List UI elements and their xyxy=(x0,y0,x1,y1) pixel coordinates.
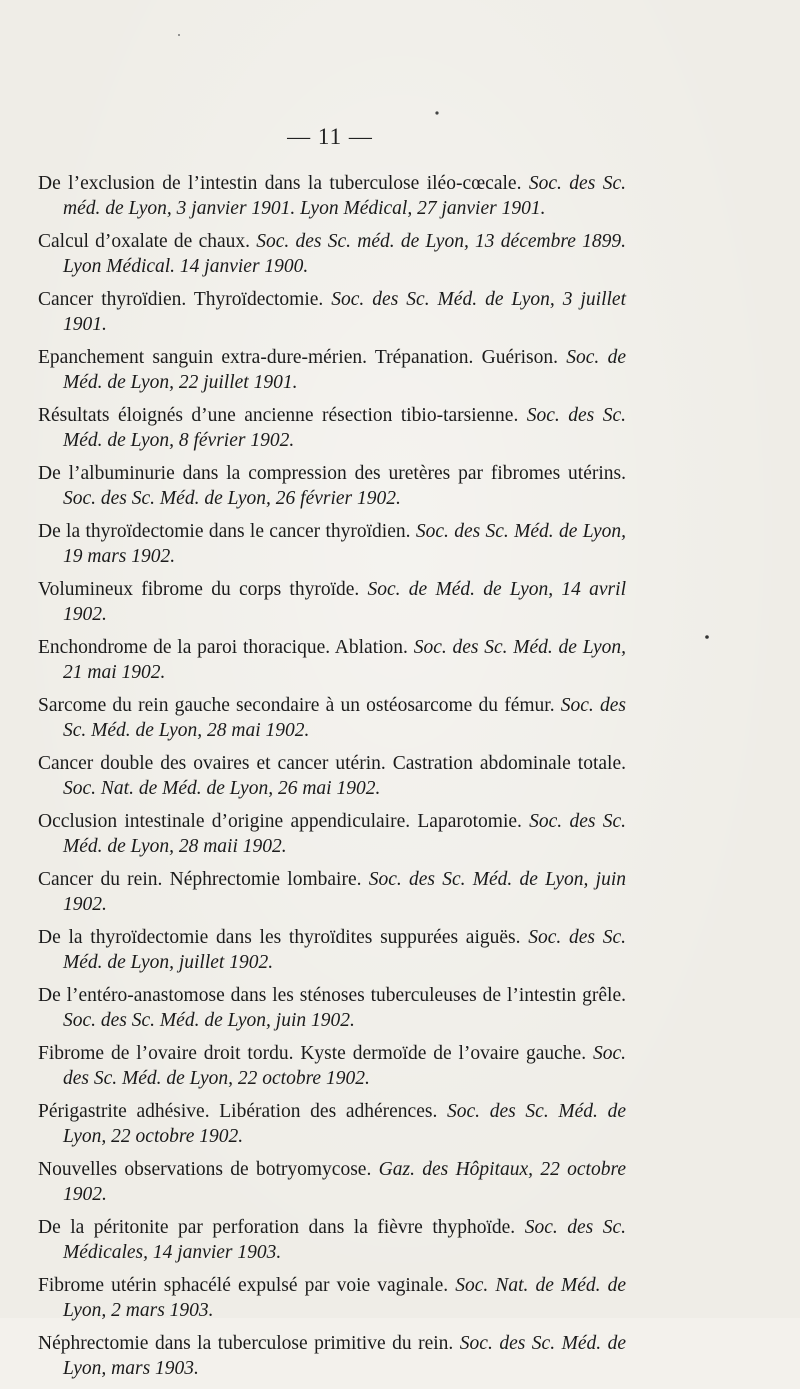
list-item xyxy=(38,809,626,859)
entry-source: Soc. des Sc. Méd. de Lyon, 8 février 1902. xyxy=(63,405,626,451)
entry-title: De la thyroïdectomie dans les thyroïdites suppurées aiguës. xyxy=(38,927,529,948)
list-item xyxy=(38,693,626,743)
entry-source: Soc. Nat. de Méd. de Lyon, 26 mai 1902. xyxy=(63,778,381,799)
list-item xyxy=(38,461,626,511)
ink-speck xyxy=(705,635,709,639)
entry-title: Sarcome du rein gauche secondaire à un ostéosarcome du fémur. xyxy=(38,695,561,716)
entry-title: Volumineux fibrome du corps thyroïde. xyxy=(38,579,368,600)
list-item xyxy=(38,1099,626,1149)
list-item xyxy=(38,1273,626,1323)
list-item xyxy=(38,287,626,337)
list-item xyxy=(38,983,626,1033)
entry-title: Occlusion intestinale d’origine appendiculaire. Laparotomie. xyxy=(38,811,530,832)
entry-title: Cancer thyroïdien. Thyroïdectomie. xyxy=(38,289,332,310)
list-item xyxy=(38,345,626,395)
entry-source: Soc. des Sc. Méd. de Lyon, mars 1903. xyxy=(63,1333,627,1379)
entry-source: Soc. des Sc. Méd. de Lyon, 28 maii 1902. xyxy=(63,811,626,857)
list-item xyxy=(38,1041,626,1091)
entry-source: Soc. des Sc. Méd. de Lyon, 22 octobre 1902. xyxy=(63,1043,626,1089)
entry-source: Soc. des Sc. Méd. de Lyon, 28 mai 1902. xyxy=(63,695,627,741)
entry-title: Cancer du rein. Néphrectomie lombaire. xyxy=(38,869,369,890)
page-number: — 11 — xyxy=(287,124,373,149)
entry-title: Néphrectomie dans la tuberculose primitive du rein. xyxy=(38,1333,460,1354)
entry-source: Soc. des Sc. Méd. de Lyon, 19 mars 1902. xyxy=(63,521,626,567)
entry-source: Soc. des Sc. Méd. de Lyon, juillet 1902. xyxy=(63,927,626,973)
list-item xyxy=(38,229,626,279)
list-item xyxy=(38,867,626,917)
entry-source: Soc. des Sc. Méd. de Lyon, juin 1902. xyxy=(63,869,626,915)
entry-source: Gaz. des Hôpitaux, 22 octobre 1902. xyxy=(63,1159,626,1205)
entry-title: Calcul d’oxalate de chaux. xyxy=(38,231,257,252)
entry-title: Epanchement sanguin extra-dure-mérien. Trépanation. Guérison. xyxy=(38,347,567,368)
entry-title: Résultats éloignés d’une ancienne résection tibio-tarsienne. xyxy=(38,405,527,426)
entry-source: Soc. des Sc. Méd. de Lyon, 21 mai 1902. xyxy=(63,637,626,683)
entry-source: Soc. des Sc. méd. de Lyon, 13 décembre 1899. Lyon Médical. 14 janvier 1900. xyxy=(63,231,626,277)
list-item xyxy=(38,751,626,801)
entry-source: Soc. Nat. de Méd. de Lyon, 2 mars 1903. xyxy=(63,1275,626,1321)
list-item xyxy=(38,1157,626,1207)
entry-title: Cancer double des ovaires et cancer utérin. Castration abdominale totale. xyxy=(38,753,626,774)
list-item xyxy=(38,519,626,569)
entry-source: Soc. des Sc. Méd. de Lyon, 26 février 1902. xyxy=(63,488,401,509)
entry-title: De la péritonite par perforation dans la fièvre thyphoïde. xyxy=(38,1217,525,1238)
entry-source: Soc. de Méd. de Lyon, 14 avril 1902. xyxy=(63,579,626,625)
entry-title: Périgastrite adhésive. Libération des adhérences. xyxy=(38,1101,448,1122)
ink-speck xyxy=(435,111,438,114)
entry-title: Fibrome de l’ovaire droit tordu. Kyste dermoïde de l’ovaire gauche. xyxy=(38,1043,593,1064)
entry-source: Soc. de Méd. de Lyon, 22 juillet 1901. xyxy=(63,347,626,393)
entry-title: Fibrome utérin sphacélé expulsé par voie vaginale. xyxy=(38,1275,456,1296)
list-item xyxy=(38,1215,626,1265)
list-item xyxy=(38,577,626,627)
list-item xyxy=(38,171,626,221)
entry-source: Soc. des Sc. méd. de Lyon, 3 janvier 1901. Lyon Médical, 27 janvier 1901. xyxy=(63,173,626,219)
entry-source: Soc. des Sc. Méd. de Lyon, juin 1902. xyxy=(63,1010,355,1031)
list-item xyxy=(38,635,626,685)
list-item xyxy=(38,1331,626,1381)
entry-source: Soc. des Sc. Méd. de Lyon, 22 octobre 1902. xyxy=(63,1101,626,1147)
entry-source: Soc. des Sc. Médicales, 14 janvier 1903. xyxy=(63,1217,626,1263)
entry-source: Soc. des Sc. Méd. de Lyon, 3 juillet 1901. xyxy=(63,289,626,335)
entry-title: Enchondrome de la paroi thoracique. Ablation. xyxy=(38,637,414,658)
list-item xyxy=(38,403,626,453)
entry-title: De l’exclusion de l’intestin dans la tuberculose iléo-cœcale. xyxy=(38,173,529,194)
entry-title: Nouvelles observations de botryomycose. xyxy=(38,1159,379,1180)
ink-speck xyxy=(178,34,180,36)
entry-title: De l’albuminurie dans la compression des uretères par fibromes utérins. xyxy=(38,463,626,484)
list-item xyxy=(38,925,626,975)
entry-title: De l’entéro-anastomose dans les sténoses tuberculeuses de l’intestin grêle. xyxy=(38,985,626,1006)
entry-title: De la thyroïdectomie dans le cancer thyroïdien. xyxy=(38,521,416,542)
bibliography-list xyxy=(38,171,626,1389)
